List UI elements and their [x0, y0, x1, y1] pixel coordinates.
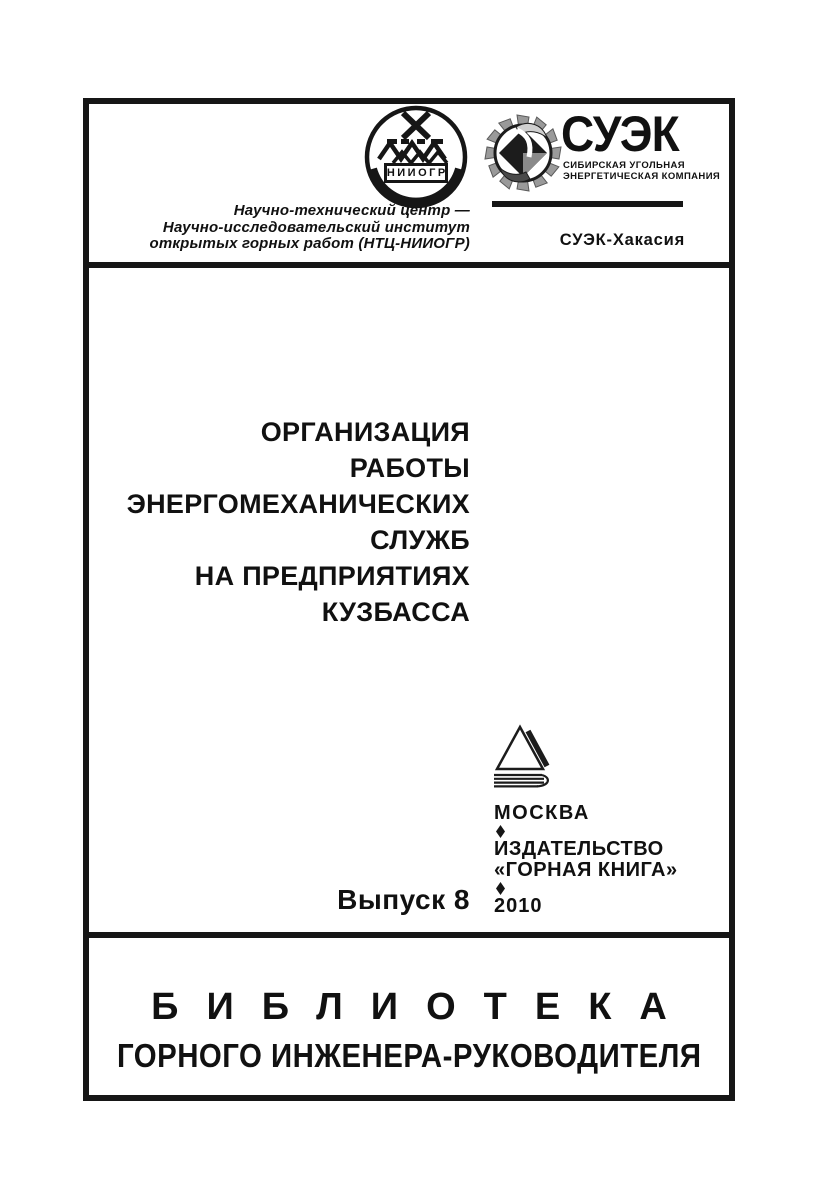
book-title-line: ОРГАНИЗАЦИЯ — [260, 417, 470, 447]
banner-divider — [89, 932, 729, 938]
issue-label: Выпуск 8 — [337, 884, 470, 915]
book-title — [99, 414, 470, 630]
book-title-line: КУЗБАССА — [321, 597, 470, 627]
publisher-year: 2010 — [494, 895, 543, 917]
library-banner-line2 — [89, 1037, 729, 1075]
org-name-line: открытых горных работ (НТЦ-НИИОГР) — [149, 235, 470, 252]
niiogr-logo-icon — [363, 104, 469, 210]
org-name-line: Научно-исследовательский институт — [162, 218, 470, 236]
suek-subtitle — [563, 161, 720, 182]
diamond-icon — [496, 882, 505, 895]
publisher-city: МОСКВА — [494, 802, 590, 824]
suek-subtitle-line: ЭНЕРГЕТИЧЕСКАЯ КОМПАНИЯ — [563, 170, 721, 182]
niiogr-logo — [363, 104, 469, 210]
book-title-line: СЛУЖБ — [370, 525, 470, 555]
publisher-name-line2: «ГОРНАЯ КНИГА» — [494, 859, 678, 881]
publisher-mark-icon — [488, 724, 560, 796]
outer-frame — [83, 98, 735, 1101]
niiogr-logo-label: НИИОГР — [384, 163, 448, 183]
suek-division-label: СУЭК-Хакасия — [559, 231, 685, 249]
diamond-icon — [496, 825, 505, 838]
book-title-line: НА ПРЕДПРИЯТИЯХ — [194, 561, 470, 591]
publisher-name-line1: ИЗДАТЕЛЬСТВО — [494, 838, 664, 860]
book-title-line: РАБОТЫ — [349, 453, 470, 483]
publisher-block — [494, 803, 678, 917]
suek-logo — [483, 106, 789, 201]
book-title-line: ЭНЕРГОМЕХАНИЧЕСКИХ — [126, 489, 470, 519]
suek-divider-bar — [492, 201, 683, 207]
suek-gear-icon — [483, 113, 563, 193]
suek-wordmark: СУЭК — [561, 106, 679, 162]
library-banner-line1-text: БИБЛИОТЕКА — [151, 986, 695, 1028]
org-name-line: Научно-технический центр — — [233, 202, 470, 219]
header-divider — [89, 262, 729, 268]
org-name — [99, 203, 470, 253]
suek-subtitle-line: СИБИРСКАЯ УГОЛЬНАЯ — [563, 160, 685, 171]
library-banner-line1 — [89, 986, 729, 1029]
library-banner-line2-text: ГОРНОГО ИНЖЕНЕРА-РУКОВОДИТЕЛЯ — [116, 1037, 702, 1075]
